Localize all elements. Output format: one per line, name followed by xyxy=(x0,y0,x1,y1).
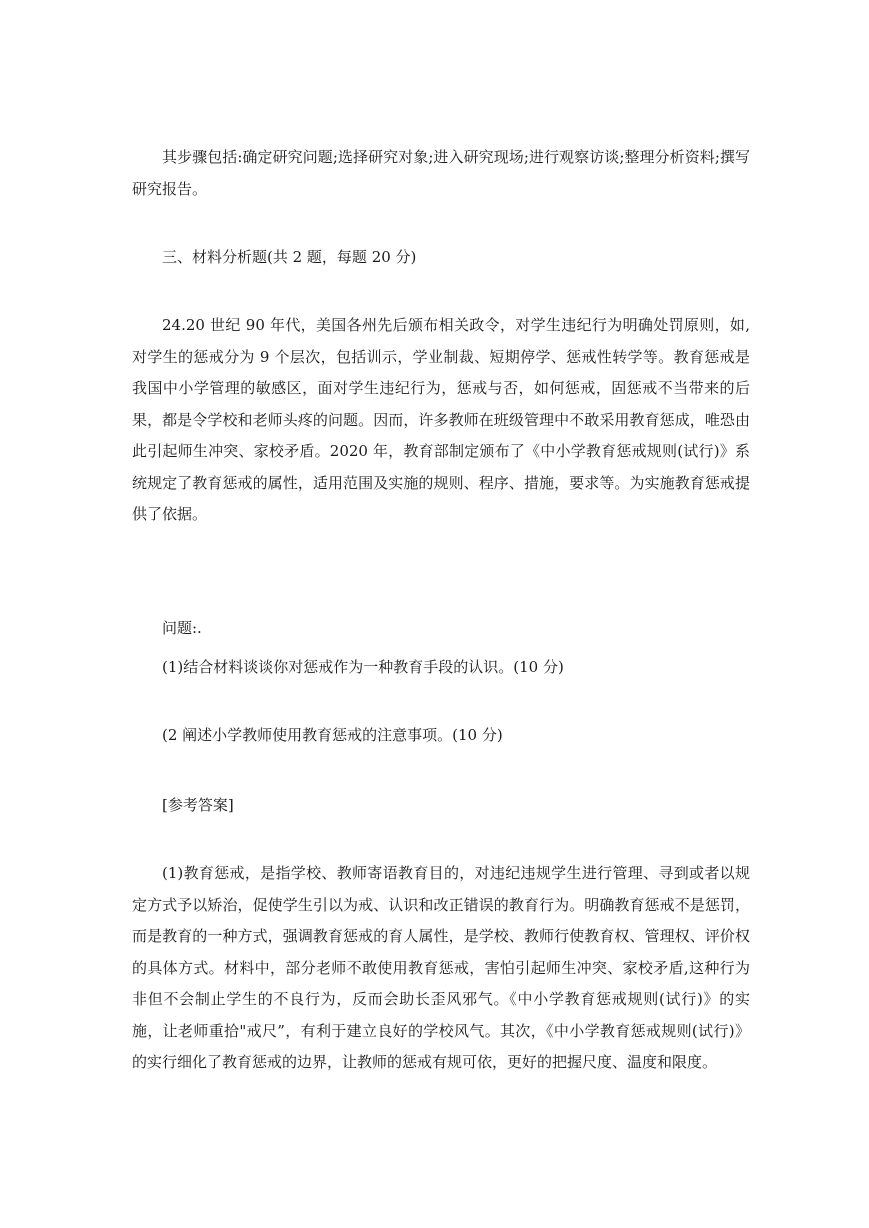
question-label: 问题:. xyxy=(162,619,202,637)
reference-answer-heading: [参考答案] xyxy=(162,796,234,814)
material-paragraph: 24.20 世纪 90 年代，美国各州先后颁布相关政令，对学生违纪行为明确处罚原则，如,对学生的惩戒分为 9 个层次，包括训示，学业制裁、短期停学、惩戒性转学等。教育惩戒是我国中小学管理的敏感区，面对学生违纪行为，惩戒与否，如何惩戒，固惩戒不当带来的后果，都是令学校和老师头疼的问题。因而，许多教师在班级管理中不敢采用教育惩成，唯恐由此引起师生冲突、家校矛盾。2020 年，教育部制定颁布了《中小学教育惩戒规则(试行)》系统规定了教育惩戒的属性，适用范围及实施的规则、程序、措施，要求等。为实施教育惩戒提供了依据。 xyxy=(132,316,750,523)
section-heading: 三、材料分析题(共 2 题，每题 20 分) xyxy=(162,248,417,266)
answer-paragraph-1: (1)教育惩戒，是指学校、教师寄语教育目的，对违纪违规学生进行管理、寻到或者以规定方式予以矫治，促使学生引以为戒、认识和改正错误的教育行为。明确教育惩戒不是惩罚，而是教育的一种方式，强调教育惩戒的育人属性，是学校、教师行使教育权、管理权、评价权的具体方式。材料中，部分老师不敢使用教育惩戒，害怕引起师生冲突、家校矛盾,这种行为非但不会制止学生的不良行为，反而会助长歪风邪气。《中小学教育惩戒规则(试行)》的实施，让老师重拾"戒尺”，有利于建立良好的学校风气。其次，《中小学教育惩戒规则(试行)》的实行细化了教育惩戒的边界，让教师的惩戒有规可依，更好的把握尺度、温度和限度。 xyxy=(132,864,750,1071)
question-item-2: (2 阐述小学教师使用教育惩戒的注意事项。(10 分) xyxy=(162,726,503,744)
answer-steps-paragraph: 其步骤包括:确定研究问题;选择研究对象;进入研究现场;进行观察访谈;整理分析资料;撰写研究报告。 xyxy=(132,148,750,198)
question-item-1: (1)结合材料谈谈你对惩戒作为一种教育手段的认识。(10 分) xyxy=(162,658,564,676)
